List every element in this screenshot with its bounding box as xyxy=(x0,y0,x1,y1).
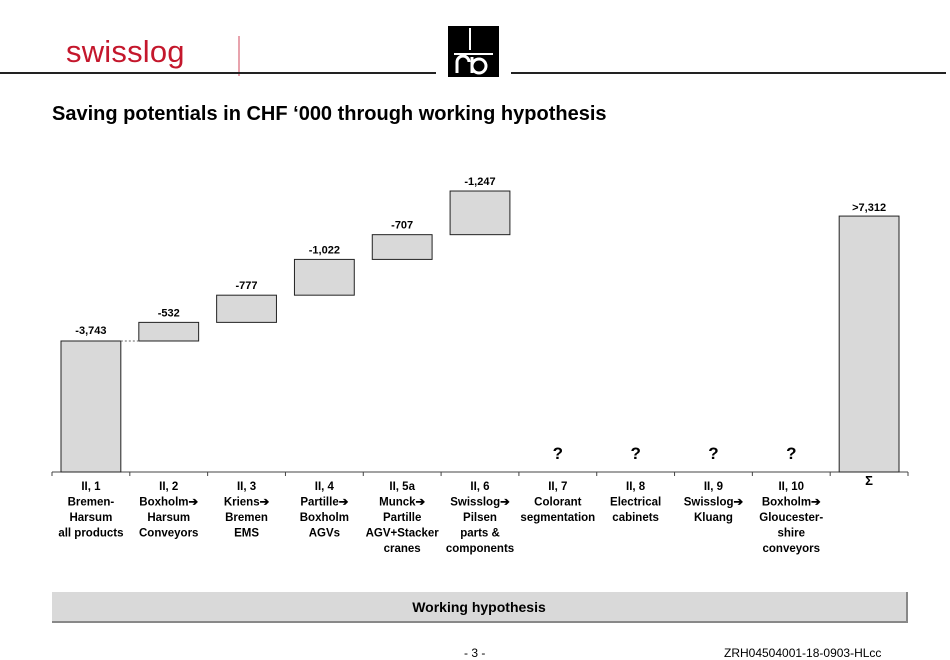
category-label: II, 4 xyxy=(314,481,334,493)
data-label: -707 xyxy=(391,219,414,232)
data-label: ? xyxy=(708,444,719,463)
data-label: ? xyxy=(630,444,641,463)
category-label: Harsum xyxy=(69,512,113,524)
data-label: -3,743 xyxy=(75,324,107,337)
category-label: segmentation xyxy=(520,512,596,524)
swisslog-logo: swisslog xyxy=(66,34,185,69)
data-label: -777 xyxy=(235,280,258,293)
bar-step xyxy=(294,259,354,295)
category-label: Bremen xyxy=(225,512,268,524)
bar-step xyxy=(450,191,510,235)
category-label: Swisslog➔ xyxy=(450,496,510,509)
document-id: ZRH04504001-18-0903-HLcc xyxy=(724,646,882,660)
category-label: Electrical xyxy=(610,496,662,509)
category-label: AGVs xyxy=(308,527,341,540)
category-label: Σ xyxy=(865,473,873,488)
data-label: -532 xyxy=(157,307,180,320)
category-label: EMS xyxy=(234,527,260,540)
category-label: cranes xyxy=(383,543,421,555)
bar-step xyxy=(139,322,199,341)
category-label: Pilsen xyxy=(463,512,497,524)
category-label: II, 6 xyxy=(470,481,490,493)
working-hypothesis-label: Working hypothesis xyxy=(412,598,546,615)
category-label: Harsum xyxy=(147,512,191,524)
data-label: -1,247 xyxy=(464,176,496,189)
data-label: ? xyxy=(786,444,797,463)
category-label: Boxholm➔ xyxy=(761,496,821,509)
category-label: II, 8 xyxy=(626,481,646,493)
category-label: conveyors xyxy=(762,543,821,555)
category-label: shire xyxy=(777,527,806,540)
page-number: - 3 - xyxy=(464,646,486,660)
category-label: Swisslog➔ xyxy=(683,496,744,509)
category-label: Munck➔ xyxy=(379,496,426,509)
category-label: II, 3 xyxy=(236,481,257,493)
category-label: AGV+Stacker xyxy=(365,527,439,540)
category-label: II, 10 xyxy=(778,481,805,493)
category-label: Kriens➔ xyxy=(223,496,270,509)
category-label: Boxholm xyxy=(299,512,349,524)
data-label: ? xyxy=(552,444,564,463)
category-label: Colorant xyxy=(534,496,582,509)
category-label: Bremen- xyxy=(67,496,115,509)
category-label: II, 1 xyxy=(81,481,101,493)
category-label: II, 5a xyxy=(389,481,415,493)
bar-step xyxy=(372,235,432,260)
category-label: II, 7 xyxy=(548,481,568,493)
category-label: Gloucester- xyxy=(759,512,824,524)
category-label: II, 9 xyxy=(703,481,724,493)
page-title: Saving potentials in CHF ‘000 through working hypothesis xyxy=(52,103,607,125)
bar-step xyxy=(217,295,277,322)
category-label: parts & xyxy=(460,527,500,540)
category-label: Boxholm➔ xyxy=(139,496,199,509)
category-label: Kluang xyxy=(693,512,733,524)
data-label: >7,312 xyxy=(852,202,887,215)
category-label: components xyxy=(445,543,515,555)
category-label: Conveyors xyxy=(139,527,199,540)
bar-total xyxy=(839,216,899,472)
category-label: cabinets xyxy=(612,512,659,524)
category-label: all products xyxy=(58,527,124,540)
category-label: Partille xyxy=(383,512,422,524)
bar-start xyxy=(61,341,121,472)
working-hypothesis-box xyxy=(52,592,908,623)
category-label: Partille➔ xyxy=(300,496,349,509)
data-label: -1,022 xyxy=(308,244,340,257)
category-label: II, 2 xyxy=(159,481,179,493)
